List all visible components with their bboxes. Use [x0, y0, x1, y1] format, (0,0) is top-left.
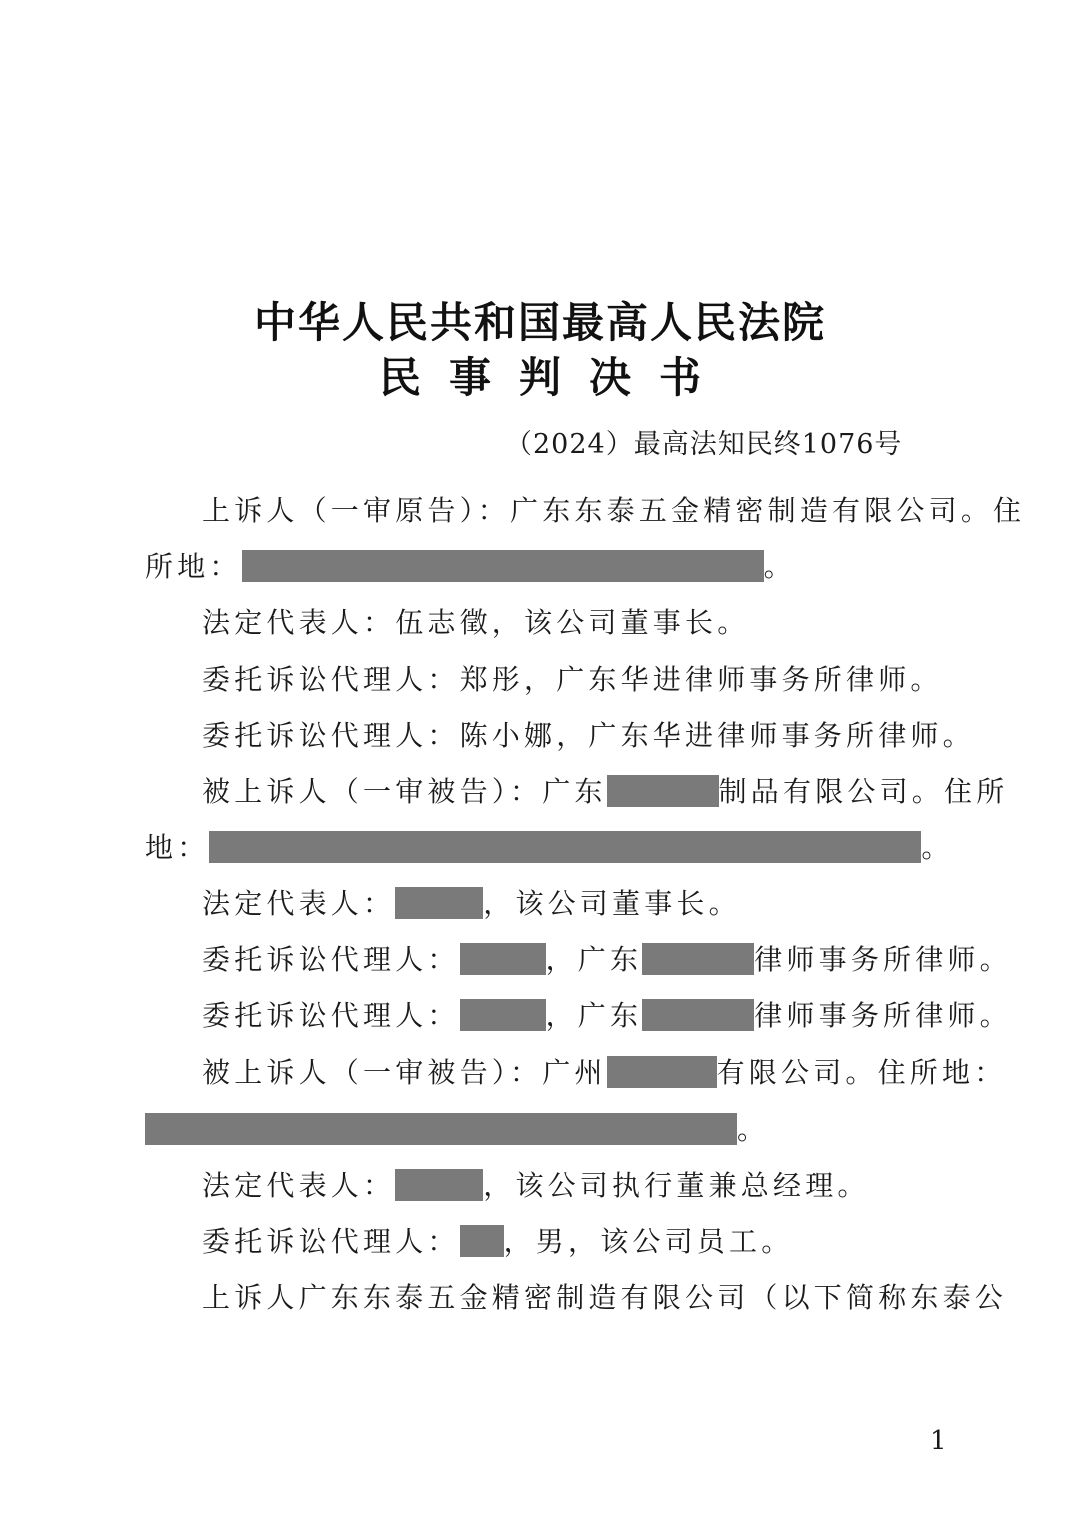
appellee2-label: 被上诉人（一审被告）：广州: [202, 1056, 607, 1089]
period: 。: [763, 550, 796, 583]
redacted-block: [460, 1225, 504, 1257]
appellee1-agent-1: [202, 942, 1012, 978]
agent-mid: ，广东: [545, 943, 643, 976]
legal-rep-role: ，该公司董事长。: [483, 887, 741, 920]
period: 。: [737, 1113, 770, 1146]
appellee1-legal-rep: [202, 886, 741, 922]
appellee1-label: 被上诉人（一审被告）：广东: [202, 775, 607, 808]
appellant-agent-2: 委托诉讼代理人：陈小娜，广东华进律师事务所律师。: [202, 719, 975, 752]
appellant-legal-rep: 法定代表人：伍志徵，该公司董事长。: [202, 606, 750, 639]
agent-firm-end: 律师事务所律师。: [754, 999, 1012, 1032]
agent-mid: ，广东: [545, 999, 643, 1032]
agent-details: ，男，该公司员工。: [503, 1225, 794, 1258]
redacted-block: [145, 1113, 737, 1145]
agent-label: 委托诉讼代理人：: [202, 999, 460, 1032]
legal-rep-label: 法定代表人：: [202, 1169, 396, 1202]
redacted-block: [460, 943, 546, 975]
appellee1-agent-2: [202, 998, 1012, 1034]
appellee2-address-line: [145, 1112, 769, 1148]
redacted-block: [395, 1169, 483, 1201]
agent-label: 委托诉讼代理人：: [202, 943, 460, 976]
redacted-block: [209, 831, 921, 863]
appellee2-name-end: 有限公司。住所地：: [716, 1056, 1007, 1089]
legal-rep-role: ，该公司执行董兼总经理。: [483, 1169, 870, 1202]
redacted-block: [395, 887, 483, 919]
redacted-block: [607, 775, 719, 807]
document-type-title: 民事判决书: [378, 353, 729, 402]
page-number: 1: [930, 1426, 947, 1456]
redacted-block: [607, 1056, 717, 1088]
appellee2-line: [202, 1055, 1006, 1091]
appellant-label: 上诉人（一审原告）：: [202, 494, 511, 527]
appellee2-agent: [202, 1224, 793, 1260]
appellant-line: [202, 493, 1025, 529]
redacted-block: [642, 943, 754, 975]
appellant-address-line: [145, 549, 796, 585]
appellant-address-label: 所地：: [145, 550, 242, 583]
agent-firm-end: 律师事务所律师。: [754, 943, 1012, 976]
redacted-block: [642, 999, 754, 1031]
appellant-name: 广东东泰五金精密制造有限公司。住: [510, 494, 1026, 527]
case-number: （2024）最高法知民终1076号: [505, 429, 903, 460]
period: 。: [921, 831, 954, 864]
summary-paragraph-start: 上诉人广东东泰五金精密制造有限公司（以下简称东泰公: [202, 1281, 1008, 1314]
agent-label: 委托诉讼代理人：: [202, 1225, 460, 1258]
appellant-agent-1: 委托诉讼代理人：郑彤，广东华进律师事务所律师。: [202, 663, 943, 696]
appellee1-line: [202, 774, 1008, 810]
legal-rep-label: 法定代表人：: [202, 887, 396, 920]
appellee1-name-end: 制品有限公司。住所: [718, 775, 1009, 808]
appellee1-address-line: [145, 830, 954, 866]
redacted-block: [460, 999, 546, 1031]
court-title: 中华人民共和国最高人民法院: [253, 298, 826, 347]
redacted-block: [242, 550, 764, 582]
appellee1-address-label: 地：: [145, 831, 210, 864]
appellee2-legal-rep: [202, 1168, 870, 1204]
